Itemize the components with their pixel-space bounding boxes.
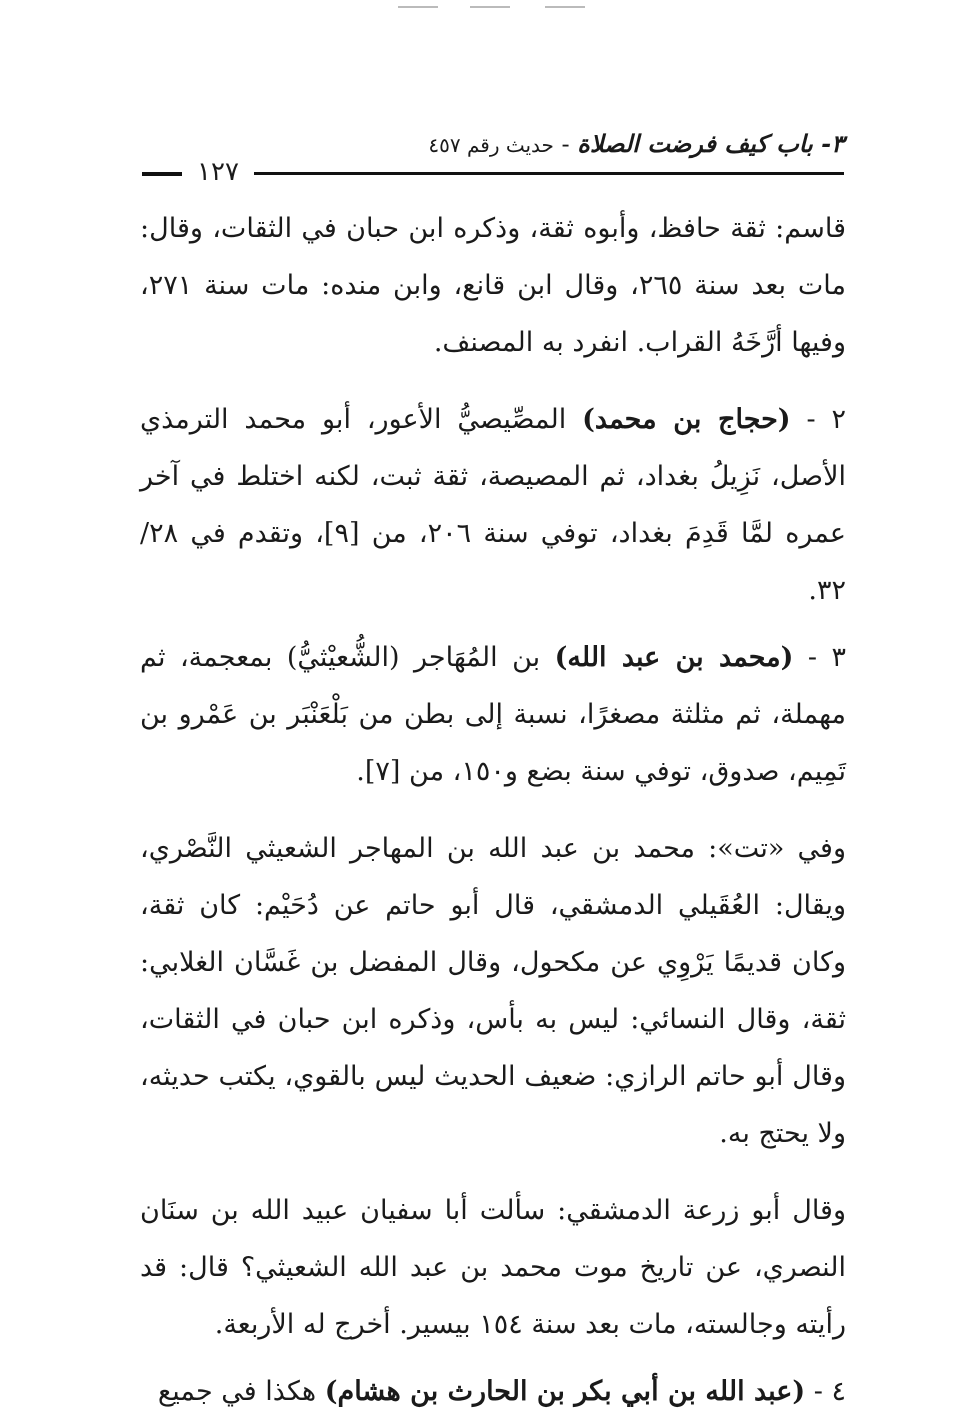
page-number-dash [142, 172, 182, 176]
entry-number: ٣ - [793, 642, 847, 673]
paragraph [140, 629, 846, 800]
page-number: ١٢٧ [197, 157, 239, 187]
page-header [142, 128, 844, 188]
paragraph [140, 820, 846, 1162]
body-text [140, 200, 846, 1420]
header-rule [254, 172, 844, 175]
paragraph-text: هكذا في جميع [157, 1376, 325, 1407]
paragraph-text: بن المُهَاجر (الشُّعيْثيُّ) بمعجمة، ثم مهملة، ثم مثلثة مصغرًا، نسبة إلى بطن من بَلْعَنْبَر بن عَمْرو بن تَمِيم، صدوق، توفي سنة بضع و١٥٠، من [٧]. [140, 642, 846, 787]
paragraph-text: وقال أبو زرعة الدمشقي: سألت أبا سفيان عبيد الله بن سنَان النصري، عن تاريخ موت محمد بن عبد الله الشعيثي؟ قال: قد رأيته وجالسته، مات بعد سنة ١٥٤ بيسير. أخرج له الأربعة. [140, 1195, 846, 1340]
entry-number: ٤ - [805, 1376, 846, 1407]
paragraph-text: قاسم: ثقة حافظ، وأبوه ثقة، وذكره ابن حبان في الثقات، وقال: مات بعد سنة ٢٦٥، وقال ابن قانع، وابن منده: مات سنة ٢٧١، وفيها أرَّخَهُ القراب. انفرد به المصنف. [140, 213, 846, 358]
paragraph [140, 1363, 846, 1420]
narrator-name: (محمد بن عبد الله) [554, 642, 794, 673]
paragraph-text: وفي «تت»: محمد بن عبد الله بن المهاجر الشعيثي النَّصْري، ويقال: العُقَيلي الدمشقي، قال أبو حاتم عن دُحَيْم: كان ثقة، وكان قديمًا يَرْوِي عن مكحول، وقال المفضل بن غَسَّان الغلابي: ثقة، وقال النسائي: ليس به بأس، وذكره ابن حبان في الثقات، وقال أبو حاتم الرازي: ضعيف الحديث ليس بالقوي، يكتب حديثه، ولا يحتج به. [140, 833, 846, 1149]
scan-mark [545, 6, 585, 8]
chapter-title: ٣- باب كيف فرضت الصلاة [577, 129, 844, 158]
narrator-name: (حجاج بن محمد) [582, 404, 791, 435]
title-separator: - [553, 130, 578, 158]
scan-mark [398, 6, 438, 8]
scan-mark [470, 6, 510, 8]
paragraph [140, 200, 846, 371]
entry-number: ٢ - [790, 404, 846, 435]
narrator-name: (عبد الله بن أبي بكر بن الحارث بن هشام) [324, 1376, 806, 1407]
paragraph-text: المصِّيصيُّ الأعور، أبو محمد الترمذي الأصل، نَزِيلُ بغداد، ثم المصيصة، ثقة ثبت، لكنه اختلط في آخر عمره لمَّا قَدِمَ بغداد، توفي سنة ٢٠٦، من [٩]، وتقدم في ٢٨/ ٣٢. [140, 404, 846, 606]
paragraph [140, 391, 846, 619]
hadith-reference: حديث رقم ٤٥٧ [428, 133, 554, 157]
running-title [428, 128, 844, 161]
paragraph [140, 1182, 846, 1353]
